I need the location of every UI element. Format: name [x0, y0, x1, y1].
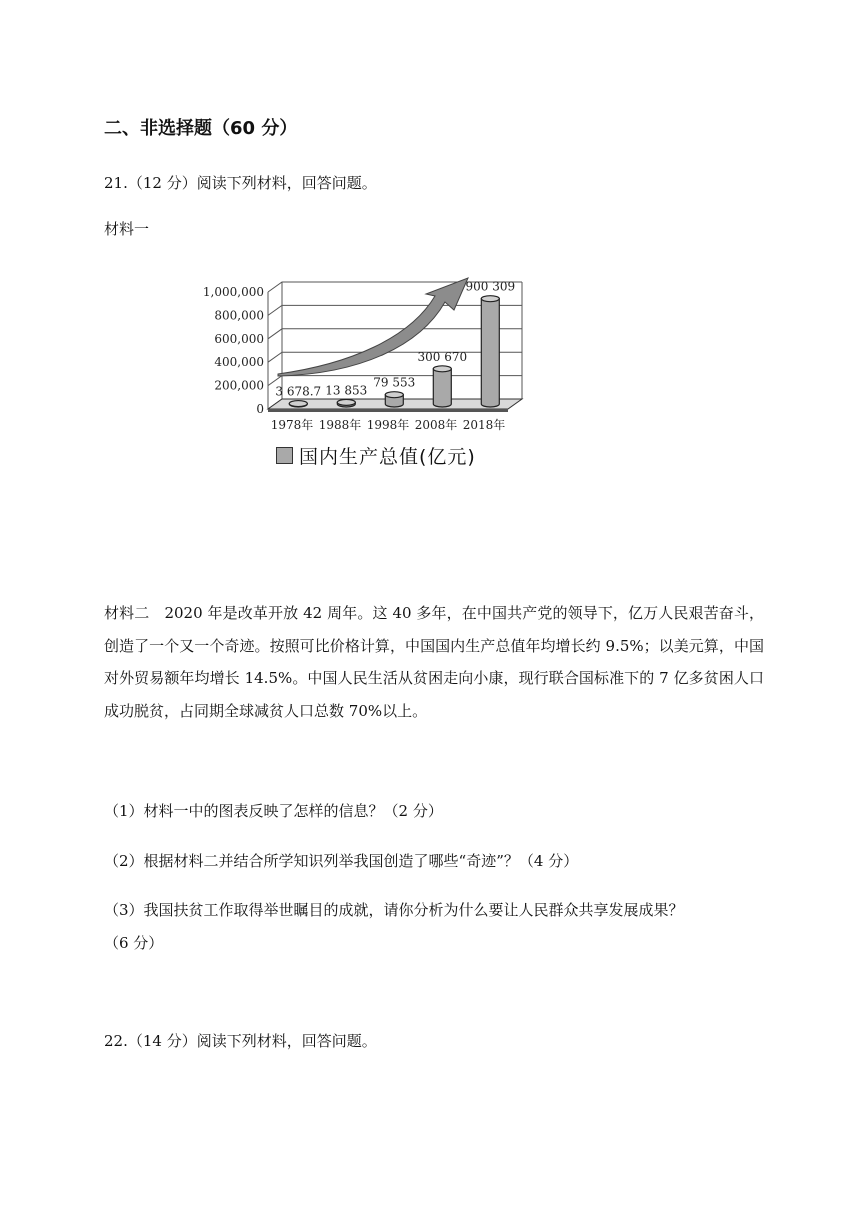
sub-question-2: （2）根据材料二并结合所学知识列举我国创造了哪些“奇迹”？（4 分） [104, 852, 579, 870]
bar-cap [337, 399, 355, 405]
y-tick-label: 800,000 [214, 308, 264, 323]
legend-swatch [276, 447, 293, 464]
data-label: 900 309 [465, 279, 516, 294]
y-tick-label: 200,000 [214, 378, 264, 393]
bar-cap [481, 296, 499, 302]
x-axis-labels [271, 417, 506, 432]
sub-question-1: （1）材料一中的图表反映了怎样的信息？（2 分） [104, 802, 443, 820]
bar-cap [385, 392, 403, 398]
question-22-header: 22.（14 分）阅读下列材料，回答问题。 [104, 1032, 377, 1050]
data-label: 300 670 [417, 349, 468, 364]
bar-cap [433, 366, 451, 372]
gdp-chart [190, 268, 535, 440]
x-tick-label: 2008年 [414, 418, 458, 432]
chart-legend [276, 442, 476, 469]
question-21-header: 21.（12 分）阅读下列材料，回答问题。 [104, 174, 377, 192]
y-tick-label: 400,000 [214, 355, 264, 370]
data-label: 3 678.7 [275, 384, 322, 399]
x-tick-label: 2018年 [462, 418, 506, 432]
y-tick-label: 600,000 [214, 331, 264, 346]
x-tick-label: 1998年 [366, 418, 410, 432]
sub-question-3-line-1: （3）我国扶贫工作取得举世瞩目的成就，请你分析为什么要让人民群众共享发展成果？ [104, 901, 684, 919]
material-2-paragraph: 材料二 2020 年是改革开放 42 周年。这 40 多年，在中国共产党的领导下，亿万人民艰苦奋斗，创造了一个又一个奇迹。按照可比价格计算，中国国内生产总值年均增长约 9.5%；以美元算，中国对外贸易额年均增长 14.5%。中国人民生活从贫困走向小康，现行联合国标准下的 7 亿多贫困人口成功脱贫，占同期全球减贫人口总数 70%以上。 [104, 604, 764, 720]
y-tick-label: 0 [256, 402, 264, 416]
section-title: 二、非选择题（60 分） [104, 118, 298, 139]
sub-question-3-line-2: （6 分） [104, 934, 164, 952]
x-tick-label: 1988年 [318, 418, 362, 432]
bar-2008年 [433, 369, 451, 407]
y-tick-label: 1,000,000 [202, 285, 264, 299]
bar-2018年 [481, 299, 499, 407]
data-label: 13 853 [325, 383, 368, 398]
floor-edge [268, 409, 508, 412]
x-tick-label: 1978年 [270, 418, 314, 432]
legend-label: 国内生产总值(亿元) [299, 446, 476, 468]
y-axis-ticks [203, 285, 264, 416]
data-label: 79 553 [373, 375, 416, 390]
bar-cap [289, 401, 307, 407]
material-1-label: 材料一 [104, 220, 150, 238]
